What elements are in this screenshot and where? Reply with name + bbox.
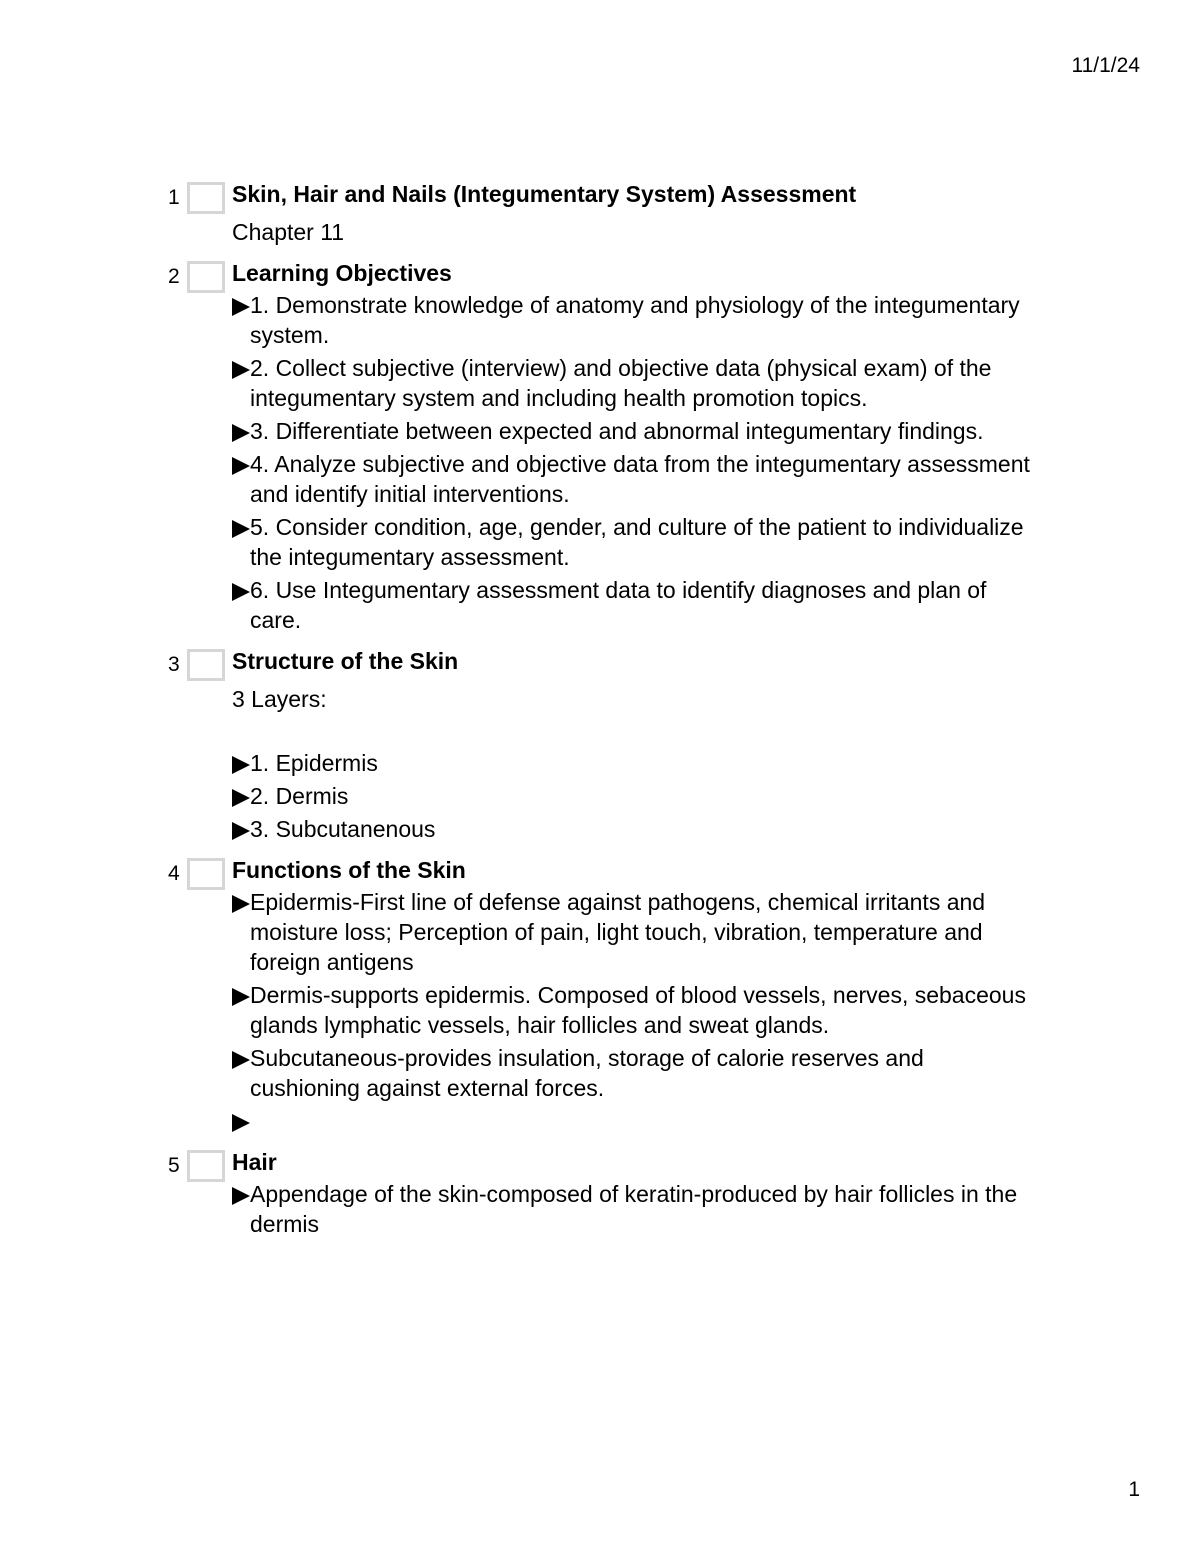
- bullet-item: [232, 781, 1040, 811]
- bullet-text: Epidermis-First line of defense against pathogens, chemical irritants and moisture loss; Perception of pain, light touch, vibration, temperature and foreign antigens: [250, 889, 986, 975]
- slide-title: Functions of the Skin: [232, 857, 466, 883]
- triangle-bullet-icon: [232, 424, 250, 442]
- slide-entry-5: [0, 1146, 1200, 1239]
- triangle-bullet-icon: [232, 756, 250, 774]
- bullet-list: [232, 1179, 1200, 1239]
- bullet-item: [232, 980, 1040, 1040]
- slide-thumbnail-box: [187, 1150, 225, 1182]
- slide-title: Structure of the Skin: [232, 648, 459, 674]
- bullet-item: [232, 512, 1040, 572]
- triangle-bullet-icon: [232, 1051, 250, 1069]
- triangle-bullet-icon: [232, 789, 250, 807]
- bullet-item: [232, 814, 1040, 844]
- outline-content: [0, 178, 1200, 1249]
- slide-number: 1: [168, 186, 180, 209]
- bullet-text: 3. Subcutanenous: [250, 816, 436, 842]
- slide-number: 2: [168, 265, 180, 288]
- slide-thumbnail-box: [187, 261, 225, 293]
- slide-entry-2: [0, 257, 1200, 635]
- triangle-bullet-icon: [232, 1114, 250, 1132]
- slide-entry-4: [0, 854, 1200, 1136]
- bullet-item: [232, 1043, 1040, 1103]
- blank-line: [232, 718, 1200, 748]
- print-date: 11/1/24: [1071, 54, 1140, 77]
- bullet-text: 6. Use Integumentary assessment data to identify diagnoses and plan of care.: [250, 577, 987, 633]
- triangle-bullet-icon: [232, 361, 250, 379]
- bullet-item: [232, 416, 1040, 446]
- bullet-list: [232, 290, 1200, 635]
- slide-entry-3: [0, 645, 1200, 844]
- slide-title: Learning Objectives: [232, 260, 452, 286]
- bullet-item: [232, 353, 1040, 413]
- triangle-bullet-icon: [232, 457, 250, 475]
- bullet-item: [232, 449, 1040, 509]
- triangle-bullet-icon: [232, 895, 250, 913]
- bullet-text: Appendage of the skin-composed of keratin-produced by hair follicles in the dermis: [250, 1181, 1018, 1237]
- triangle-bullet-icon: [232, 520, 250, 538]
- triangle-bullet-icon: [232, 1187, 250, 1205]
- bullet-item: [232, 748, 1040, 778]
- bullet-text: 2. Dermis: [250, 783, 349, 809]
- slide-number: 5: [168, 1154, 180, 1177]
- page-number: 1: [1128, 1478, 1140, 1501]
- bullet-list: [232, 748, 1200, 844]
- bullet-item: [232, 1179, 1040, 1239]
- triangle-bullet-icon: [232, 988, 250, 1006]
- slide-number: 3: [168, 653, 180, 676]
- triangle-bullet-icon: [232, 822, 250, 840]
- slide-thumbnail-box: [187, 858, 225, 890]
- slide-title: Skin, Hair and Nails (Integumentary System) Assessment: [232, 181, 857, 207]
- bullet-text: 5. Consider condition, age, gender, and culture of the patient to individualize the integumentary assessment.: [250, 514, 1024, 570]
- bullet-item: [232, 1106, 1040, 1136]
- bullet-text: Dermis-supports epidermis. Composed of blood vessels, nerves, sebaceous glands lymphatic vessels, hair follicles and sweat glands.: [250, 982, 1026, 1038]
- bullet-list: [232, 887, 1200, 1136]
- bullet-text: 4. Analyze subjective and objective data from the integumentary assessment and identify initial interventions.: [250, 451, 1030, 507]
- slide-subtitle: 3 Layers:: [232, 686, 327, 712]
- slide-subtitle: Chapter 11: [232, 219, 345, 245]
- bullet-text: 1. Epidermis: [250, 750, 378, 776]
- slide-number: 4: [168, 862, 180, 885]
- bullet-text: Subcutaneous-provides insulation, storage of calorie reserves and cushioning against external forces.: [250, 1045, 924, 1101]
- bullet-item: [232, 290, 1040, 350]
- bullet-text: 1. Demonstrate knowledge of anatomy and physiology of the integumentary system.: [250, 292, 1020, 348]
- triangle-bullet-icon: [232, 298, 250, 316]
- slide-entry-1: [0, 178, 1200, 247]
- slide-thumbnail-box: [187, 649, 225, 681]
- bullet-text: 2. Collect subjective (interview) and objective data (physical exam) of the integumentary system and including health promotion topics.: [250, 355, 992, 411]
- bullet-item: [232, 887, 1040, 977]
- triangle-bullet-icon: [232, 583, 250, 601]
- slide-thumbnail-box: [187, 182, 225, 214]
- bullet-text: 3. Differentiate between expected and abnormal integumentary findings.: [250, 418, 984, 444]
- slide-title: Hair: [232, 1149, 277, 1175]
- bullet-item: [232, 575, 1040, 635]
